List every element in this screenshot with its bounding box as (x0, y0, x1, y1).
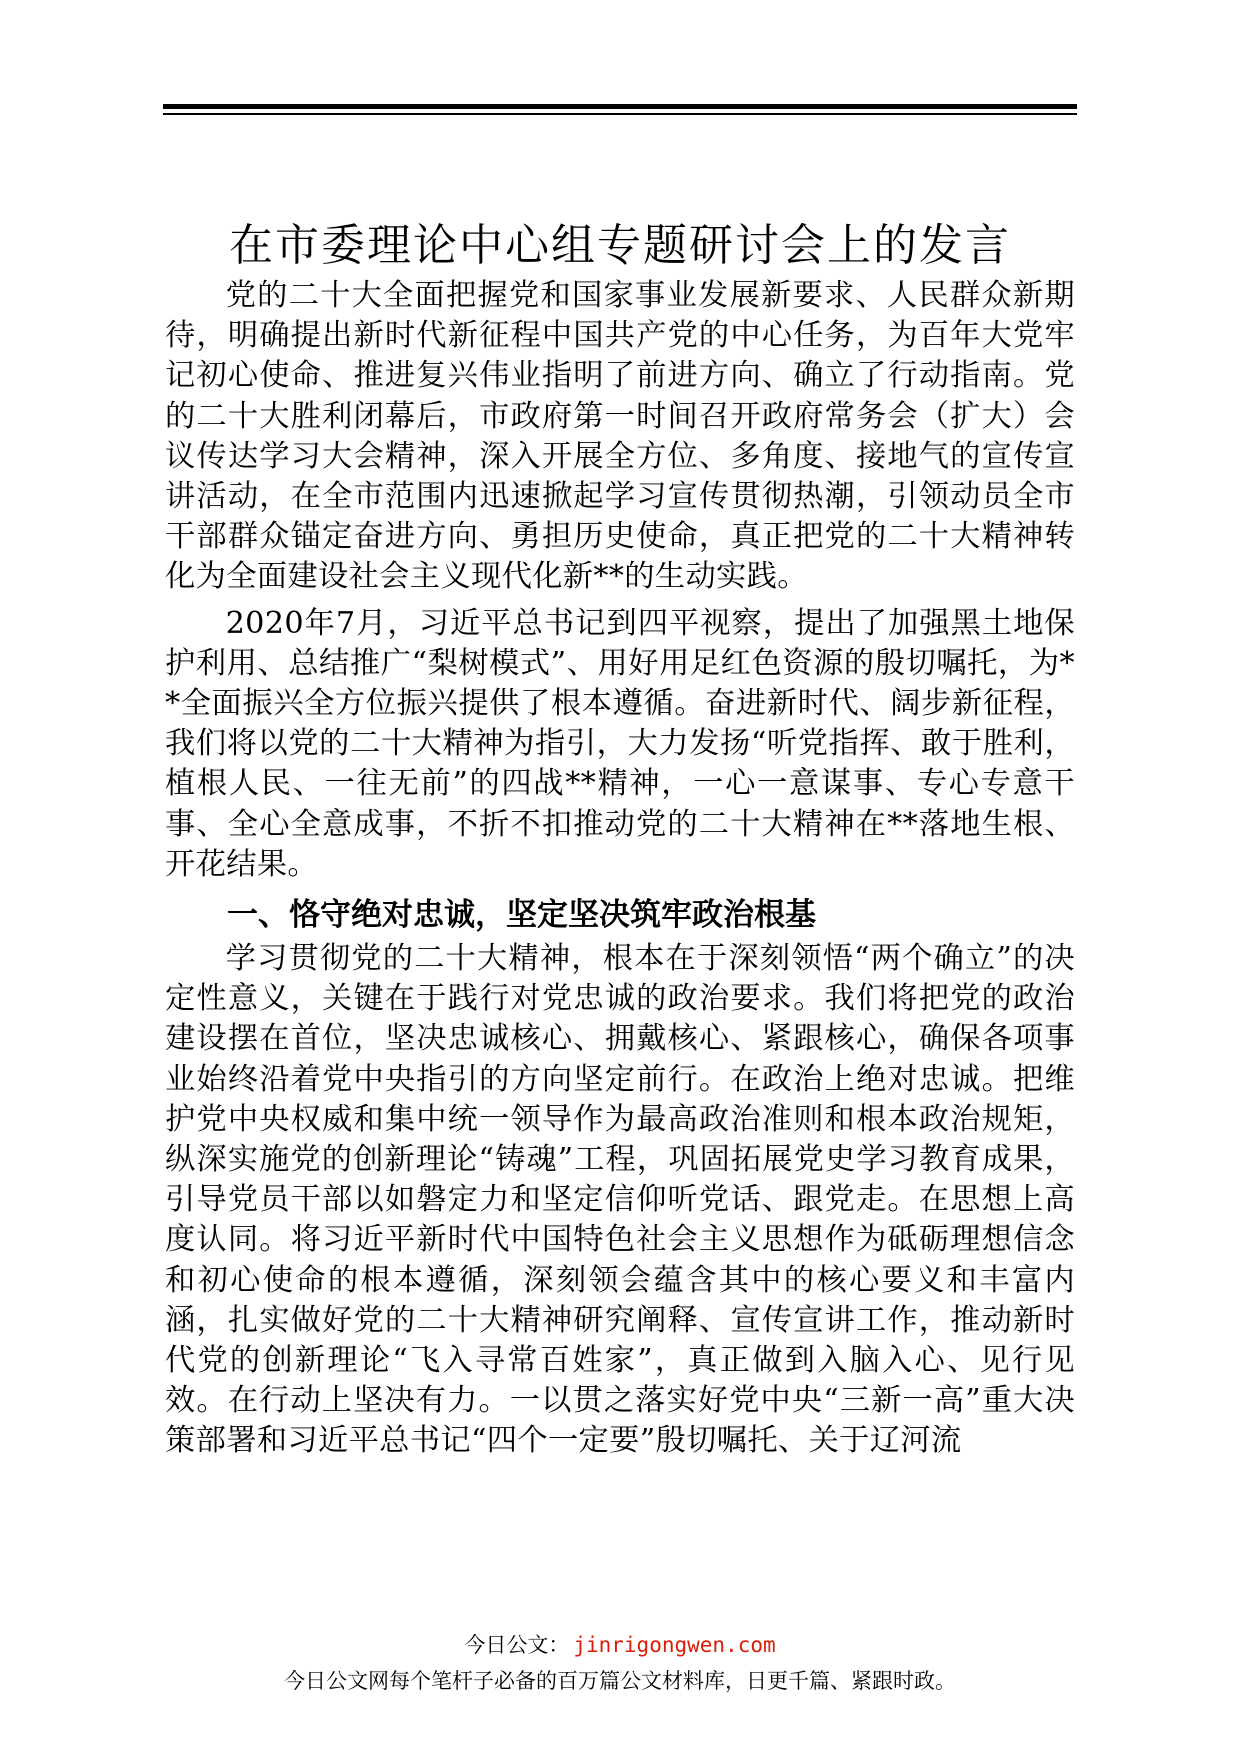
footer-slogan: 今日公文网每个笔杆子必备的百万篇公文材料库，日更千篇、紧跟时政。 (284, 1669, 956, 1693)
paragraph-background: 2020年7月，习近平总书记到四平视察，提出了加强黑土地保护利用、总结推广“梨树模式”、用好用足红色资源的殷切嘱托，为**全面振兴全方位振兴提供了根本遵循。奋进新时代、阔步新征程，我们将以党的二十大精神为指引，大力发扬“听党指挥、敢于胜利，植根人民、一往无前”的四战**精神，一心一意谋事、专心专意干事、全心全意成事，不折不扣推动党的二十大精神在**落地生根、开花结果。 (165, 605, 1075, 882)
document-title: 在市委理论中心组专题研讨会上的发言 (229, 220, 1011, 271)
paragraph-intro: 党的二十大全面把握党和国家事业发展新要求、人民群众新期待，明确提出新时代新征程中国共产党的中心任务，为百年大党牢记初心使命、推进复兴伟业指明了前进方向、确立了行动指南。党的二十大胜利闭幕后，市政府第一时间召开政府常务会（扩大）会议传达学习大会精神，深入开展全方位、多角度、接地气的宣传宣讲活动，在全市范围内迅速掀起学习宣传贯彻热潮，引领动员全市干部群众锚定奋进方向、勇担历史使命，真正把党的二十大精神转化为全面建设社会主义现代化新**的生动实践。 (165, 278, 1075, 595)
footer-site-link[interactable]: jinrigongwen.com (573, 1633, 776, 1657)
section-paragraph: 学习贯彻党的二十大精神，根本在于深刻领悟“两个确立”的决定性意义，关键在于践行对党忠诚的政治要求。我们将把党的政治建设摆在首位，坚决忠诚核心、拥戴核心、紧跟核心，确保各项事业始终沿着党中央指引的方向坚定前行。在政治上绝对忠诚。把维护党中央权威和集中统一领导作为最高政治准则和根本政治规矩，纵深实施党的创新理论“铸魂”工程，巩固拓展党史学习教育成果，引导党员干部以如磐定力和坚定信仰听党话、跟党走。在思想上高度认同。将习近平新时代中国特色社会主义思想作为砥砺理想信念和初心使命的根本遵循，深刻领会蕴含其中的核心要义和丰富内涵，扎实做好党的二十大精神研究阐释、宣传宣讲工作，推动新时代党的创新理论“飞入寻常百姓家”，真正做到入脑入心、见行见效。在行动上坚决有力。一以贯之落实好党中央“三新一高”重大决策部署和习近平总书记“四个一定要”殷切嘱托、关于辽河流 (165, 941, 1075, 1459)
document-body (165, 276, 1075, 1462)
footer-site-label: 今日公文： (464, 1633, 570, 1657)
footer (0, 1627, 1240, 1699)
section-heading: 一、恪守绝对忠诚，坚定坚决筑牢政治根基 (227, 897, 816, 934)
header-rule-thin (163, 113, 1077, 115)
footer-site-line (0, 1627, 1240, 1663)
header-rule-thick (163, 104, 1077, 109)
